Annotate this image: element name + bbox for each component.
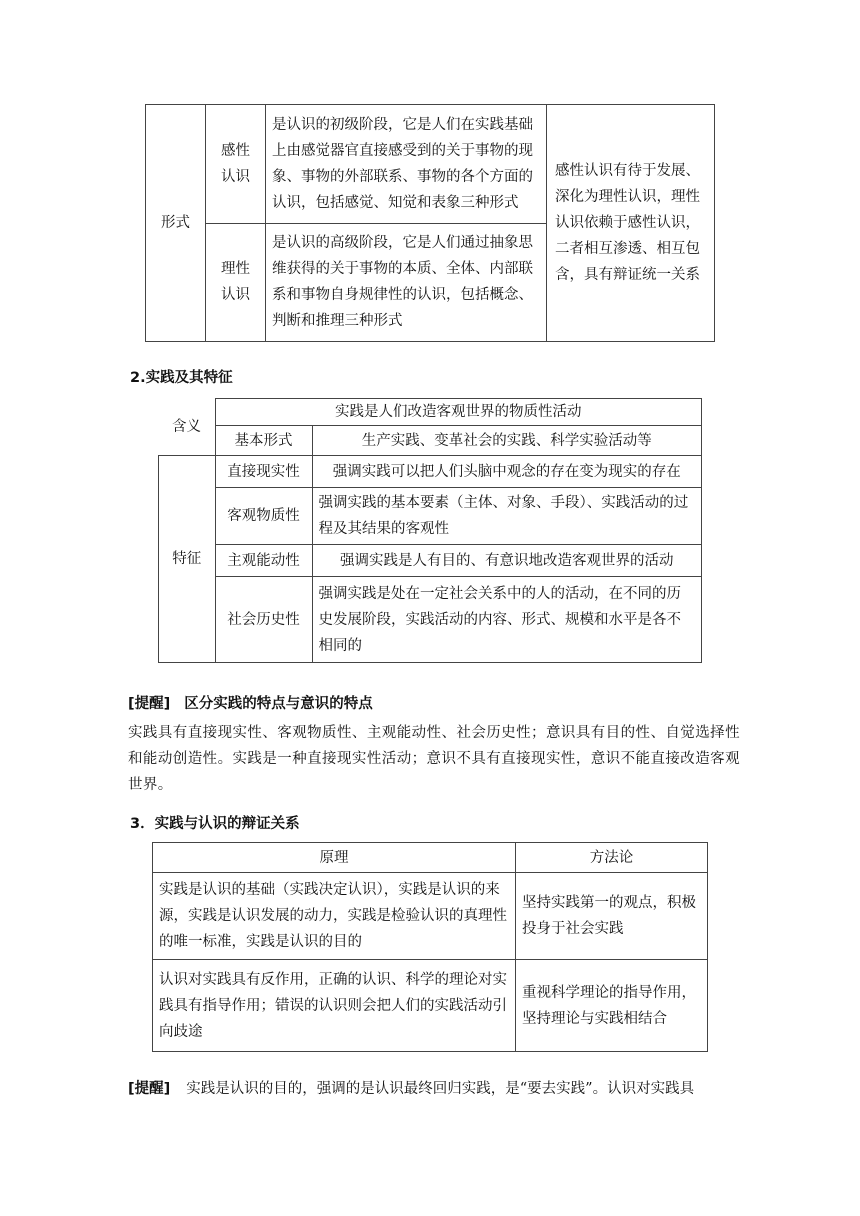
feature-desc: 强调实践可以把人们头脑中观念的存在变为现实的存在 bbox=[312, 456, 702, 488]
rational-label: 理性 认识 bbox=[206, 223, 266, 342]
feature-desc: 强调实践是处在一定社会关系中的人的活动，在不同的历史发展阶段，实践活动的内容、形式、规模和水平是各不相同的 bbox=[312, 577, 702, 663]
feature-name: 客观物质性 bbox=[215, 488, 312, 545]
meaning-text: 实践是人们改造客观世界的物质性活动 bbox=[215, 399, 702, 426]
rational-desc: 是认识的高级阶段，它是人们通过抽象思维获得的关于事物的本质、全体、内部联系和事物自身规律性的认识，包括概念、判断和推理三种形式 bbox=[266, 223, 547, 342]
tip-2 bbox=[128, 1076, 748, 1102]
tip-1-title: 区分实践的特点与意识的特点 bbox=[184, 696, 373, 712]
feature-name: 主观能动性 bbox=[215, 545, 312, 577]
principle-cell: 实践是认识的基础（实践决定认识），实践是认识的来源，实践是认识发展的动力，实践是检验认识的真理性的唯一标准，实践是认识的目的 bbox=[153, 873, 516, 960]
method-cell: 坚持实践第一的观点，积极投身于社会实践 bbox=[516, 873, 708, 960]
section-3-title: 3．实践与认识的辩证关系 bbox=[130, 816, 300, 832]
practice-cognition-table bbox=[152, 842, 708, 1052]
principle-header: 原理 bbox=[153, 843, 516, 873]
section-2-title: 2.实践及其特征 bbox=[130, 370, 233, 386]
relation-text: 感性认识有待于发展、深化为理性认识，理性认识依赖于感性认识，二者相互渗透、相互包含，具有辩证统一关系 bbox=[547, 105, 715, 342]
perceptual-desc: 是认识的初级阶段，它是人们在实践基础上由感觉器官直接感受到的关于事物的现象、事物的外部联系、事物的各个方面的认识，包括感觉、知觉和表象三种形式 bbox=[266, 105, 547, 224]
basic-form-text: 生产实践、变革社会的实践、科学实验活动等 bbox=[312, 426, 702, 456]
principle-cell: 认识对实践具有反作用，正确的认识、科学的理论对实践具有指导作用；错误的认识则会把人们的实践活动引向歧途 bbox=[153, 960, 516, 1052]
method-header: 方法论 bbox=[516, 843, 708, 873]
basic-form-label: 基本形式 bbox=[215, 426, 312, 456]
tip-2-label: [提醒] bbox=[128, 1081, 171, 1097]
meaning-label: 含义 bbox=[159, 399, 216, 456]
cognition-forms-table bbox=[145, 104, 715, 342]
tip-1-label: [提醒] bbox=[128, 696, 171, 712]
tip-1-heading bbox=[128, 692, 373, 713]
practice-table bbox=[158, 398, 702, 663]
form-label: 形式 bbox=[146, 105, 206, 342]
feature-desc: 强调实践的基本要素（主体、对象、手段）、实践活动的过程及其结果的客观性 bbox=[312, 488, 702, 545]
method-cell: 重视科学理论的指导作用，坚持理论与实践相结合 bbox=[516, 960, 708, 1052]
feature-desc: 强调实践是人有目的、有意识地改造客观世界的活动 bbox=[312, 545, 702, 577]
tip-2-body: 实践是认识的目的，强调的是认识最终回归实践，是“要去实践”。认识对实践具 bbox=[186, 1081, 695, 1097]
features-label: 特征 bbox=[159, 456, 216, 663]
feature-name: 社会历史性 bbox=[215, 577, 312, 663]
perceptual-label: 感性 认识 bbox=[206, 105, 266, 224]
tip-1-body: 实践具有直接现实性、客观物质性、主观能动性、社会历史性；意识具有目的性、自觉选择性和能动创造性。实践是一种直接现实性活动；意识不具有直接现实性，意识不能直接改造客观世界。 bbox=[128, 725, 740, 793]
feature-name: 直接现实性 bbox=[215, 456, 312, 488]
